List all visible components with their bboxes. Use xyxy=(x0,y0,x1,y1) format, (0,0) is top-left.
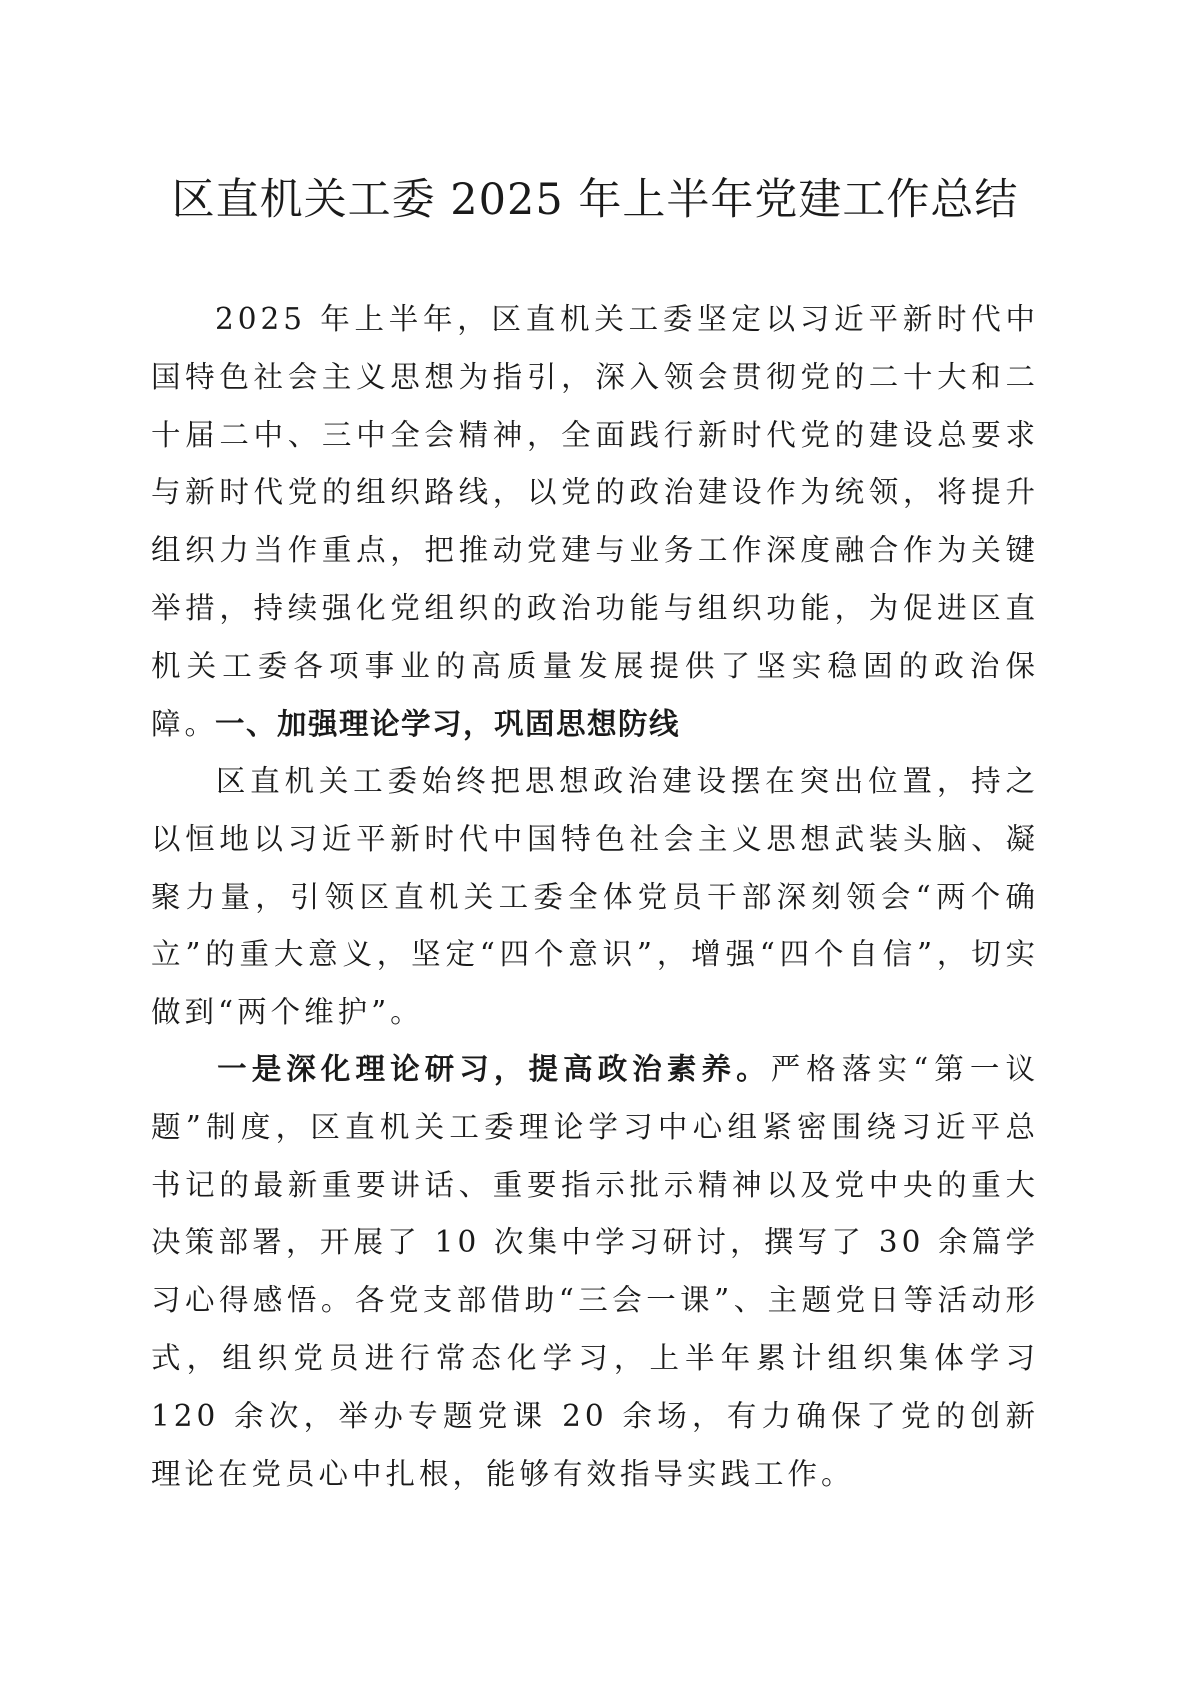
intro-paragraph-text: 2025 年上半年，区直机关工委坚定以习近平新时代中国特色社会主义思想为指引，深入领会贯彻党的二十大和二十届二中、三中全会精神，全面践行新时代党的建设总要求与新时代党的组织路线，以党的政治建设作为统领，将提升组织力当作重点，把推动党建与业务工作深度融合作为关键举措，持续强化党组织的政治功能与组织功能，为促进区直机关工委各项事业的高质量发展提供了坚实稳固的政治保障。 xyxy=(151,302,1039,741)
document-title: 区直机关工委 2025 年上半年党建工作总结 xyxy=(171,175,1019,225)
item-lead-sentence: 一是深化理论研习，提高政治素养。 xyxy=(215,1052,771,1086)
intro-paragraph xyxy=(151,291,1039,753)
section-paragraph-text: 区直机关工委始终把思想政治建设摆在突出位置，持之以恒地以习近平新时代中国特色社会主义思想武装头脑、凝聚力量，引领区直机关工委全体党员干部深刻领会“两个确立”的重大意义，坚定“四个意识”，增强“四个自信”，切实做到“两个维护”。 xyxy=(151,764,1039,1030)
section-paragraph xyxy=(151,753,1039,1042)
item-body-text: 严格落实“第一议题”制度，区直机关工委理论学习中心组紧密围绕习近平总书记的最新重要讲话、重要指示批示精神以及党中央的重大决策部署，开展了 10 次集中学习研讨，撰写了 30 余篇学习心得感悟。各党支部借助“三会一课”、主题党日等活动形式，组织党员进行常态化学习，上半年累计组织集体学习 120 余次，举办专题党课 20 余场，有力确保了党的创新理论在党员心中扎根，能够有效指导实践工作。 xyxy=(151,1052,1039,1491)
item-paragraph xyxy=(151,1041,1039,1503)
section-heading xyxy=(151,696,1039,754)
section-heading-text: 一、加强理论学习，巩固思想防线 xyxy=(215,707,681,741)
